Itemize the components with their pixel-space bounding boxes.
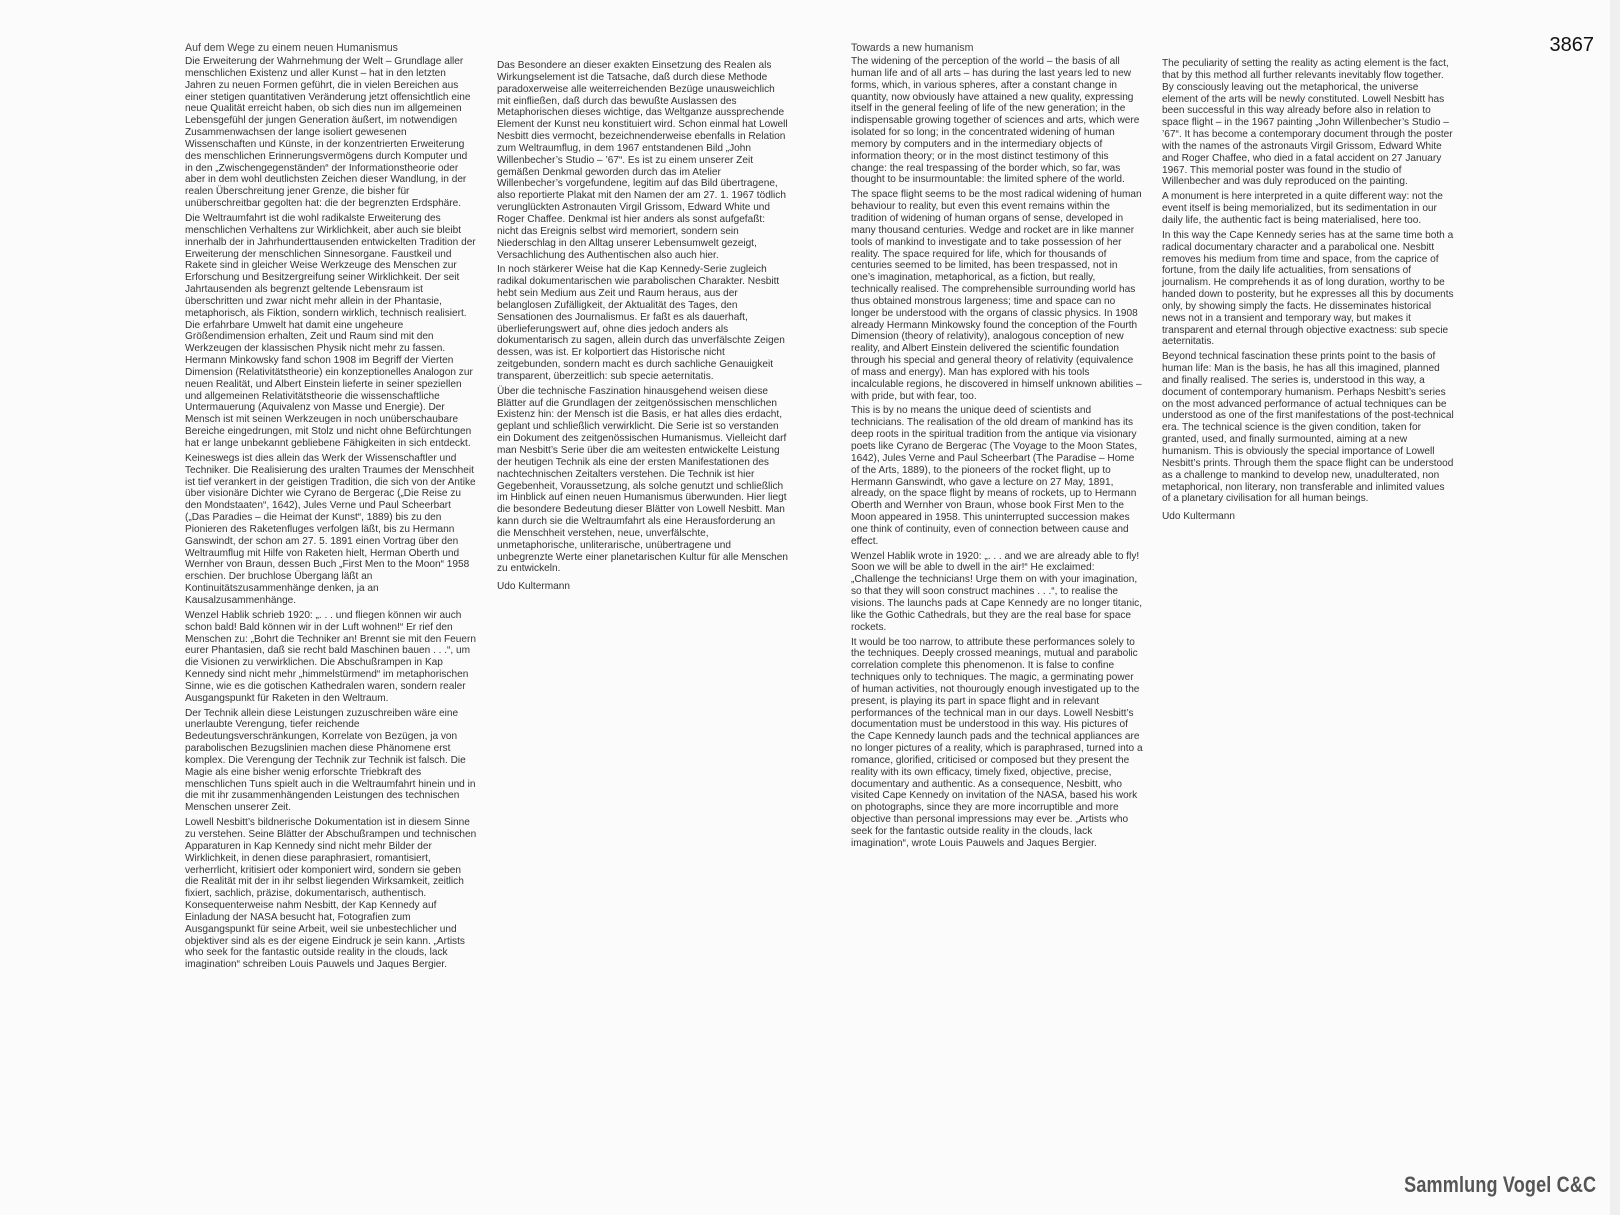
paragraph: A monument is here interpreted in a quite different way: not the event itself is being memorialized, but its sedimentation in our daily life, the authentic fact is being materialised, here too. <box>1162 191 1443 226</box>
english-column-1 <box>851 42 1143 853</box>
paragraph: Der Technik allein diese Leistungen zuzuschreiben wäre eine unerlaubte Verengung, tiefer reichende Bedeutungsverschränkungen, Korrelate von Bezügen, ja von parabolischen Bezugslinien machen diese Phänomene erst komplex. Die Verengung der Technik zur Technik ist falsch. Die Magie als eine bisher wenig erforschte Triebkraft des menschlichen Tuns spielt auch in die Weltraumfahrt hinein und in die mit ihr zusammenhängenden Leistungen des technischen Menschen unserer Zeit. <box>185 707 476 814</box>
english-author: Udo Kultermann <box>1162 511 1235 523</box>
paragraph: Das Besondere an dieser exakten Einsetzung des Realen als Wirkungselement ist die Tatsache, daß durch diese Methode paradoxerweise alle weiterreichenden Bezüge unausweichlich mit einfließen, daß durch das bewußte Auslassen des Metaphorischen dieses wichtige, das Weltganze aussprechende Element der Kunst neu konstituiert wird. Schon einmal hat Lowell Nesbitt dies vermocht, bezeichnenderweise ebenfalls in Relation zum Weltraumflug, in dem 1967 entstandenen Bild „John Willenbecher’s Studio – ’67“. Es ist zu einem unserer Zeit gemäßen Denkmal geworden durch das im Atelier Willenbecher’s vorgefundene, legitim auf das Bild übertragene, also reportierte Plakat mit den Namen der am 27. 1. 1967 tödlich verunglückten Astronauten Virgil Grissom, Edward White und Roger Chaffee. Denkmal ist hier anders als sonst aufgefaßt: nicht das Ereignis selbst wird memoriert, sondern sein Niederschlag in den Alltag unserer Lebensumwelt gezeigt, Versachlichung des Authentischen also auch hier. <box>497 60 788 261</box>
paragraph: This is by no means the unique deed of scientists and technicians. The realisation of the old dream of mankind has its deep roots in the spiritual tradition from the antique via visionary poets like Cyrano de Bergerac (The Voyage to the Moon States, 1642), Jules Verne and Paul Scheerbart (The Paradise – Home of the Arts, 1889), to the pioneers of the rocket flight, up to Hermann Ganswindt, who gave a lecture on 27 May, 1891, already, on the space flight by means of rockets, up to Hermann Oberth and Wernher von Braun, whose book First Men to the Moon appeared in 1958. This uninterrupted succession makes one think of continuity, even of connection between cause and effect. <box>851 405 1138 547</box>
paragraph: The peculiarity of setting the reality as acting element is the fact, that by this method all further relevants inevitably flow together. By consciously leaving out the metaphorical, the universe element of the arts will be newly constituted. Lowell Nesbitt has been successful in this way already before also in relation to space flight – in the 1967 painting „John Willenbecher’s Studio – ’67“. It has become a contemporary document through the poster with the names of the astronauts Virgil Grissom, Edward White and Roger Chaffee, who died in a fatal accident on 27 January 1967. This memorial poster was found in the studio of Willenbecher and was duly reproduced on the painting. <box>1162 58 1453 188</box>
paragraph: Keineswegs ist dies allein das Werk der Wissenschaftler und Techniker. Die Realisierung des uralten Traumes der Menschheit ist tief verankert in der geistigen Tradition, die sich von der Antike über visionäre Dichter wie Cyrano de Bergerac („Die Reise zu den Mondstaaten“, 1642), Jules Verne und Paul Scheerbart („Das Paradies – die Heimat der Kunst“, 1889) bis zu den Pionieren des Raketenfluges verfolgen läßt, bis zu Hermann Ganswindt, der schon am 27. 5. 1891 einen Vortrag über den Weltraumflug mit Hilfe von Raketen hielt, Herman Oberth und Wernher von Braun, dessen Buch „First Men to the Moon“ 1958 erschien. Der bruchlose Übergang läßt an Kontinuitätszusammenhänge denken, ja an Kausalzusammenhänge. <box>185 452 476 606</box>
english-column-2 <box>1162 58 1454 526</box>
paragraph: Wenzel Hablik schrieb 1920: „. . . und fliegen können wir auch schon bald! Bald können wir in der Luft wohnen!“ Er rief den Menschen zu: „Bohrt die Techniker an! Brennt sie mit den Feuern eurer Phantasien, daß sie recht bald Maschinen bauen . . .“, um die Visionen zu verwirklichen. Die Abschußrampen in Kap Kennedy sind nicht mehr „himmelstürmend“ im metaphorischen Sinne, wie es die gotischen Kathedralen waren, sondern realer Ausgangspunkt für Raketen in den Weltraum. <box>185 609 477 704</box>
german-column-2 <box>497 60 789 596</box>
paragraph: In this way the Cape Kennedy series has at the same time both a radical documentary character and a parabolical one. Nesbitt removes his medium from time and space, from the caprice of fortune, from the daily life actualities, from sensations of journalism. He comprehends it as of long duration, worthy to be handed down to posterity, but he expresses all this by documents only, by showing simply the facts. He disseminates historical news not in a transient and temporary way, but makes it transparent and eternal through objective exactness: sub specie aeternitatis. <box>1162 229 1454 348</box>
paragraph: In noch stärkerer Weise hat die Kap Kennedy-Serie zugleich radikal dokumentarischen wie parabolischen Charakter. Nesbitt hebt sein Medium aus Zeit und Raum heraus, aus der belanglosen Zufälligkeit, der Aktualität des Tages, den Sensationen des Journalismus. Er faßt es als dauerhaft, überlieferungswert auf, ohne dies jedoch anders als dokumentarisch zu sagen, allein durch das unverfälschte Zeigen dessen, was ist. Er kolportiert das Historische nicht zeitgebunden, sondern macht es durch sachliche Genauigkeit transparent, überzeitlich: sub specie aeternitatis. <box>497 264 785 382</box>
page-number: 3867 <box>1549 34 1594 56</box>
collection-watermark: Sammlung Vogel C&C <box>1403 1172 1596 1197</box>
english-title: Towards a new humanism <box>851 42 974 54</box>
paragraph: Wenzel Hablik wrote in 1920: „. . . and we are already able to fly! Soon we will be able to dwell in the air!“ He exclaimed: „Challenge the technicians! Urge them on with your imagination, so that they will soon construct machines . . .“, to realise the visions. The launchs pads at Cape Kennedy are no longer titanic, like the Gothic Cathedrals, but they are the real base for space rockets. <box>851 550 1143 633</box>
paragraph: The space flight seems to be the most radical widening of human behaviour to reality, but even this event remains within the tradition of widening of human organs of sense, developed in many thousand centuries. Wedge and rocket are in like manner tools of mankind to investigate and to take possession of her reality. The space required for life, which for thousands of centuries seemed to be limited, has been trespassed, not in one’s imagination, metaphorical, as a fiction, but really, technically realised. The comprehensible surrounding world has thus obtained monstrous largeness; time and space can no longer be understood with the organs of classic physics. In 1908 already Hermann Minkowsky found the conception of the Fourth Dimension (theory of relativity), analogous conception of new reality, and Albert Einstein delivered the scientific foundation through his special and general theory of relativity (equivalence of mass and energy). Man has explored with his tools incalculable regions, he discovered in himself unknown abilities – with pride, but with fear, too. <box>851 189 1142 402</box>
paragraph: It would be too narrow, to attribute these performances solely to the techniques. Deeply crossed meanings, mutual and parabolic correlation complete this phenomenon. It is false to confine techniques only to techniques. The magic, a germinating power of human activities, not thourougly enough investigated up to the present, is playing its part in space flight and in relevant performances of the technical man in our days. Lowell Nesbitt’s documentation must be understood in this way. His pictures of the Cape Kennedy launch pads and the technical appliances are no longer pictures of a reality, which is paraphrased, turned into a romance, glorified, criticised or composed but they present the reality with its own efficacy, timely fixed, objective, precise, documentary and authentic. As a consequence, Nesbitt, who visited Cape Kennedy on invitation of the NASA, based his work on photographs, since they are more incorruptible and more objective than personal impressions may ever be. „Artists who seek for the fantastic outside reality in the clouds, lack imagination“, wrote Louis Pauwels and Jaques Bergier. <box>851 636 1143 849</box>
paragraph: Beyond technical fascination these prints point to the basis of human life: Man is the basis, he has all this imagined, planned and finally realised. The series is, understood in this way, a document of contemporary humanism. Perhaps Nesbitt’s series on the most advanced performance of actual techniques can be understood as one of the first manifestations of the post-technical era. The technical science is the given condition, taken for granted, used, and finally surmounted, aiming at a new humanism. This is obviously the special importance of Lowell Nesbitt’s prints. Through them the space flight can be understood as a challenge to mankind to develop new, unadulterated, non metaphorical, non literary, non transferable and inlimited values of a planetary civilisation for all human beings. <box>1162 351 1454 505</box>
german-title: Auf dem Wege zu einem neuen Humanismus <box>185 42 398 54</box>
paragraph: Über die technische Faszination hinausgehend weisen diese Blätter auf die Grundlagen der zeitgenössischen menschlichen Existenz hin: der Mensch ist die Basis, er hat alles dies erdacht, geplant und schließlich verwirklicht. Die Serie ist so verstanden ein Dokument des zeitgenössischen Humanismus. Vielleicht darf man Nesbitt’s Serie über die am weitesten entwickelte Leistung der heutigen Technik als eine der ersten Manifestationen des nachtechnischen Zeitalters verstehen. Die Technik ist hier Gegebenheit, Voraussetzung, als solche genutzt und schließlich im Hinblick auf einen neuen Humanismus überwunden. Hier liegt die besondere Bedeutung dieser Blätter von Lowell Nesbitt. Man kann durch sie die Weltraumfahrt als eine Herausforderung an die Menschheit verstehen, neue, unverfälschte, unmetaphorische, unliterarische, unübertragene und unbegrenzte Werte einer planetarischen Kultur für alle Menschen zu entwickeln. <box>497 385 789 575</box>
page-edge <box>1610 0 1620 1215</box>
paragraph: Lowell Nesbitt’s bildnerische Dokumentation ist in diesem Sinne zu verstehen. Seine Blätter der Abschußrampen und technischen Apparaturen in Kap Kennedy sind nicht mehr Bilder der Wirklichkeit, in denen diese paraphrasiert, romantisiert, verherrlicht, kritisiert oder komponiert wird, sondern sie geben die Realität mit der in ihr selbst liegenden Wirksamkeit, zeitlich fixiert, sachlich, präzise, dokumentarisch, authentisch. Konsequenterweise nahm Nesbitt, der Kap Kennedy auf Einladung der NASA besucht hat, Fotografien zum Ausgangspunkt für seine Arbeit, weil sie unbestechlicher und objektiver sind als es der eigene Eindruck je sein kann. „Artists who seek for the fantastic outside reality in the clouds, lack imagination“ schreiben Louis Pauwels und Jaques Bergier. <box>185 817 477 971</box>
paragraph: The widening of the perception of the world – the basis of all human life and of all arts – has during the last years led to new forms, which, in various spheres, after a constant change in quantity, now obviously have attained a new quality, expressing itself in the general feeling of life of the new generation; in the indispensable growing together of sciences and arts, which were isolated for so long; in the concentrated widening of human memory by computers and in the intermediary objects of information theory; or in the most distinct testimony of this change: the real trespassing of the border which, so far, was thought to be insurmountable: the limited sphere of the world. <box>851 56 1140 186</box>
german-column-1 <box>185 42 477 974</box>
paragraph: Die Erweiterung der Wahrnehmung der Welt – Grundlage aller menschlichen Existenz und aller Kunst – hat in den letzten Jahren zu neuen Formen geführt, die in vielen Bereichen aus einer stetigen quantitativen Veränderung jetzt offensichtlich eine neue Qualität erreicht haben, ob sich dies nun im allgemeinen Lebensgefühl der jungen Generation äußert, im notwendigen Zusammenwachsen der lange isoliert gewesenen Wissenschaften und Künste, in der konzentrierten Erweiterung des menschlichen Erinnerungsvermögens durch Komputer und in den „Zwischengegenständen“ der Informationstheorie oder aber in dem wohl deutlichsten Zeichen dieser Wandlung, in der realen Überschreitung jener Grenze, die bisher für unüberschreitbar gegolten hat: die der begrenzten Erdsphäre. <box>185 56 471 210</box>
paragraph: Die Weltraumfahrt ist die wohl radikalste Erweiterung des menschlichen Verhaltens zur Wirklichkeit, aber auch sie bleibt innerhalb der in Jahrhunderttausenden entwickelten Tradition der Erweiterung der menschlichen Sinnesorgane. Faustkeil und Rakete sind in gleicher Weise Werkzeuge des Menschen zur Erforschung und Besitzergreifung seiner Wirklichkeit. Der seit Jahrtausenden als begrenzt geltende Lebensraum ist überschritten und zwar nicht mehr allein in der Phantasie, metaphorisch, als Fiktion, sondern wirklich, technisch realisiert. Die erfahrbare Umwelt hat damit eine ungeheure Größendimension erhalten, Zeit und Raum sind mit den Werkzeugen der klassischen Physik nicht mehr zu fassen. Hermann Minkowsky fand schon 1908 im Begriff der Vierten Dimension (Relativitätstheorie) ein konzeptionelles Analogon zur neuen Realität, und Albert Einstein lieferte in seiner speziellen und allgemeinen Relativitätstheorie die wissenschaftliche Untermauerung (Aquivalenz von Masse und Energie). Der Mensch ist mit seinen Werkzeugen in noch unüberschaubare Bereiche eingedrungen, mit Stolz und nicht ohne Befürchtungen hat er lange unbekannt gebliebene Fähigkeiten in sich entdeckt. <box>185 212 476 449</box>
german-author: Udo Kultermann <box>497 581 570 593</box>
